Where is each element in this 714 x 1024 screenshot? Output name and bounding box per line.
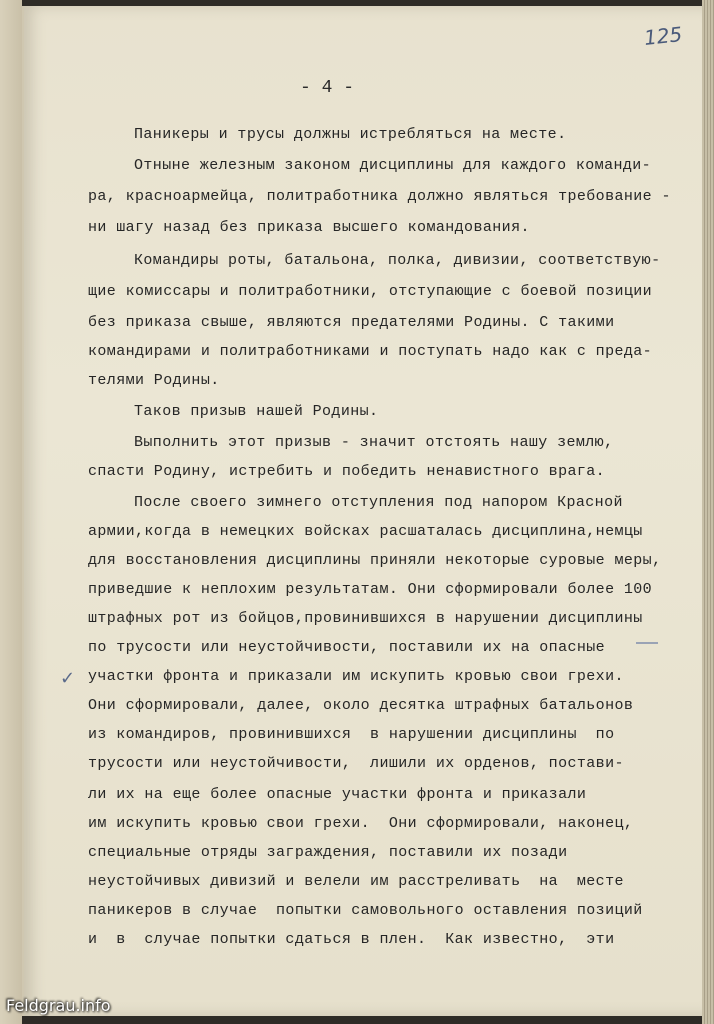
text-line: неустойчивых дивизий и велели им расстреливать на месте [88, 873, 624, 890]
text-line: без приказа свыше, являются предателями Родины. С такими [88, 314, 615, 331]
text-line: трусости или неустойчивости, лишили их орденов, постави- [88, 755, 624, 772]
text-line: участки фронта и приказали им искупить кровью свои грехи. [88, 668, 624, 685]
text-line: приведшие к неплохим результатам. Они сформировали более 100 [88, 581, 653, 598]
text-line: Выполнить этот призыв - значит отстоять нашу землю, [134, 434, 614, 451]
text-line: ни шагу назад без приказа высшего командования. [88, 219, 530, 236]
text-line: паникеров в случае попытки самовольного оставления позиций [88, 902, 643, 919]
margin-dash-mark [636, 642, 658, 644]
text-line: и в случае попытки сдаться в плен. Как известно, эти [88, 931, 615, 948]
page-number: - 4 - [300, 78, 355, 98]
text-line: для восстановления дисциплины приняли некоторые суровые меры, [88, 552, 662, 569]
text-line: щие комиссары и политработники, отступающие с боевой позиции [88, 283, 653, 300]
text-line: ра, красноармейца, политработника должно являться требование - [88, 188, 671, 205]
text-line: телями Родины. [88, 372, 220, 389]
text-line: После своего зимнего отступления под напором Красной [134, 494, 623, 511]
text-line: специальные отряды заграждения, поставили их позади [88, 844, 568, 861]
text-line: штрафных рот из бойцов,провинившихся в нарушении дисциплины [88, 610, 643, 627]
text-line: им искупить кровью свои грехи. Они сформировали, наконец, [88, 815, 634, 832]
text-line: командирами и политработниками и поступать надо как с преда- [88, 343, 653, 360]
text-line: ли их на еще более опасные участки фронта и приказали [88, 786, 587, 803]
watermark: Feldgrau.info [6, 996, 111, 1015]
page-stack-edge [702, 0, 714, 1024]
text-line: по трусости или неустойчивости, поставили их на опасные [88, 639, 606, 656]
text-line: из командиров, провинившихся в нарушении дисциплины по [88, 726, 615, 743]
text-line: Отныне железным законом дисциплины для каждого команди- [134, 157, 652, 174]
text-line: Паникеры и трусы должны истребляться на месте. [134, 126, 567, 143]
text-line: Таков призыв нашей Родины. [134, 403, 379, 420]
text-line: Командиры роты, батальона, полка, дивизии, соответствую- [134, 252, 661, 269]
book-binding-strip [0, 0, 22, 1024]
margin-check-mark-icon: ✓ [60, 668, 76, 689]
text-line: Они сформировали, далее, около десятка штрафных батальонов [88, 697, 634, 714]
text-line: армии,когда в немецких войсках расшаталась дисциплина,немцы [88, 523, 643, 540]
folio-number: 125 [642, 22, 684, 50]
text-line: спасти Родину, истребить и победить ненавистного врага. [88, 463, 606, 480]
